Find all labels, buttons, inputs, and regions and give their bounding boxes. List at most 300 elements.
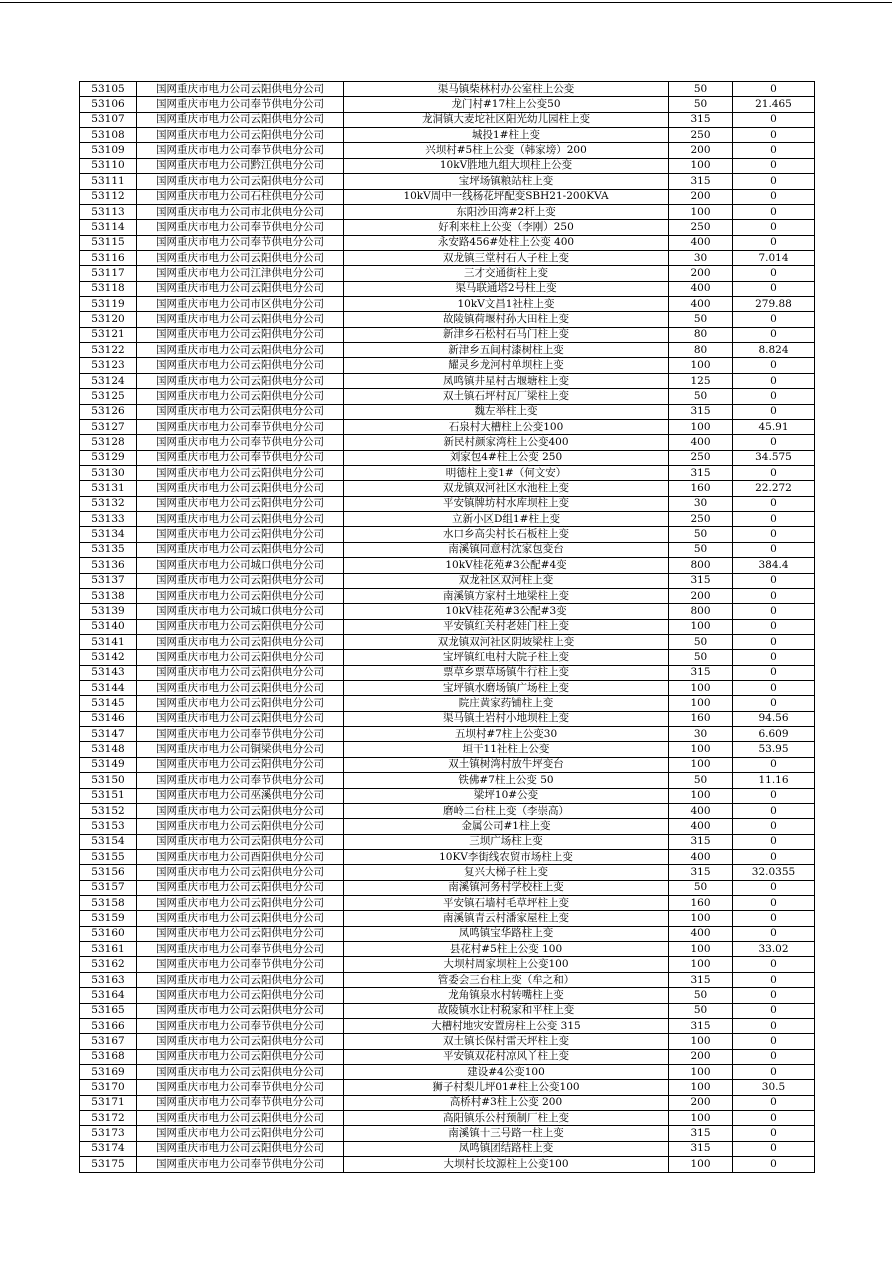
table-row [80,711,815,726]
cell-value: 0 [733,358,815,373]
cell-company: 国网重庆市电力公司铜梁供电分公司 [137,742,344,757]
cell-company: 国网重庆市电力公司云阳供电分公司 [137,82,344,97]
cell-value: 0 [733,128,815,143]
cell-company: 国网重庆市电力公司云阳供电分公司 [137,512,344,527]
cell-capacity: 400 [669,849,733,864]
table-row [80,450,815,465]
table-row [80,988,815,1003]
cell-id: 53144 [80,681,137,696]
cell-value: 0 [733,696,815,711]
cell-id: 53153 [80,819,137,834]
table-row [80,896,815,911]
cell-value: 0 [733,235,815,250]
cell-transformer-name: 故陵镇荷堰村孙大田柱上变 [344,312,669,327]
cell-transformer-name: 渠马镇土岩村小地坝柱上变 [344,711,669,726]
table-row [80,803,815,818]
table-row [80,588,815,603]
table-row [80,942,815,957]
table-row [80,604,815,619]
cell-capacity: 100 [669,1111,733,1126]
cell-transformer-name: 龙角镇泉水村转嘴柱上变 [344,988,669,1003]
cell-company: 国网重庆市电力公司云阳供电分公司 [137,865,344,880]
table-row [80,788,815,803]
cell-company: 国网重庆市电力公司云阳供电分公司 [137,588,344,603]
cell-company: 国网重庆市电力公司奉节供电分公司 [137,1080,344,1095]
cell-transformer-name: 双土镇长保村雷天坪柱上变 [344,1034,669,1049]
cell-capacity: 50 [669,527,733,542]
cell-value: 0 [733,1095,815,1110]
cell-value: 0 [733,1018,815,1033]
cell-id: 53125 [80,389,137,404]
cell-company: 国网重庆市电力公司云阳供电分公司 [137,926,344,941]
cell-company: 国网重庆市电力公司奉节供电分公司 [137,143,344,158]
cell-value: 0 [733,573,815,588]
cell-capacity: 400 [669,281,733,296]
cell-company: 国网重庆市电力公司云阳供电分公司 [137,880,344,895]
cell-value: 33.02 [733,942,815,957]
cell-id: 53129 [80,450,137,465]
cell-value: 0 [733,143,815,158]
cell-company: 国网重庆市电力公司云阳供电分公司 [137,373,344,388]
cell-capacity: 100 [669,1065,733,1080]
cell-value: 0 [733,604,815,619]
cell-value: 7.014 [733,250,815,265]
cell-id: 53108 [80,128,137,143]
cell-company: 国网重庆市电力公司奉节供电分公司 [137,727,344,742]
cell-company: 国网重庆市电力公司云阳供电分公司 [137,834,344,849]
table-row [80,865,815,880]
cell-company: 国网重庆市电力公司云阳供电分公司 [137,465,344,480]
cell-transformer-name: 双龙镇双河社区阴坡梁柱上变 [344,634,669,649]
cell-id: 53127 [80,419,137,434]
cell-id: 53123 [80,358,137,373]
cell-value: 8.824 [733,343,815,358]
cell-transformer-name: 县花村#5柱上公变 100 [344,942,669,957]
cell-capacity: 100 [669,788,733,803]
cell-company: 国网重庆市电力公司奉节供电分公司 [137,1157,344,1172]
cell-transformer-name: 建设#4公变100 [344,1065,669,1080]
cell-transformer-name: 南溪镇方家村土地梁柱上变 [344,588,669,603]
cell-transformer-name: 双龙镇三堂村石人子柱上变 [344,250,669,265]
cell-transformer-name: 凤鸣镇井星村古堰塘柱上变 [344,373,669,388]
cell-id: 53132 [80,496,137,511]
cell-value: 94.56 [733,711,815,726]
cell-transformer-name: 10kV文昌1社柱上变 [344,297,669,312]
cell-company: 国网重庆市电力公司云阳供电分公司 [137,1065,344,1080]
cell-capacity: 400 [669,435,733,450]
cell-value: 0 [733,757,815,772]
table-row [80,650,815,665]
cell-id: 53148 [80,742,137,757]
cell-transformer-name: 故陵镇水让村税家和平柱上变 [344,1003,669,1018]
cell-company: 国网重庆市电力公司云阳供电分公司 [137,389,344,404]
cell-transformer-name: 三才交通街柱上变 [344,266,669,281]
table-row [80,204,815,219]
cell-capacity: 50 [669,82,733,97]
cell-capacity: 100 [669,419,733,434]
cell-id: 53133 [80,512,137,527]
cell-id: 53166 [80,1018,137,1033]
cell-company: 国网重庆市电力公司云阳供电分公司 [137,619,344,634]
cell-transformer-name: 永安路456#处柱上公变 400 [344,235,669,250]
cell-company: 国网重庆市电力公司奉节供电分公司 [137,942,344,957]
cell-capacity: 315 [669,112,733,127]
table-row [80,558,815,573]
cell-capacity: 100 [669,911,733,926]
cell-id: 53173 [80,1126,137,1141]
cell-value: 0 [733,174,815,189]
cell-value: 0 [733,788,815,803]
cell-value: 0 [733,373,815,388]
table-row [80,281,815,296]
cell-value: 0 [733,834,815,849]
cell-capacity: 50 [669,880,733,895]
cell-capacity: 200 [669,189,733,204]
cell-capacity: 200 [669,1095,733,1110]
cell-value: 0 [733,1049,815,1064]
cell-capacity: 50 [669,634,733,649]
table-row [80,911,815,926]
table-row [80,235,815,250]
cell-company: 国网重庆市电力公司奉节供电分公司 [137,97,344,112]
cell-id: 53134 [80,527,137,542]
cell-id: 53107 [80,112,137,127]
cell-id: 53140 [80,619,137,634]
cell-capacity: 160 [669,896,733,911]
cell-value: 0 [733,1065,815,1080]
cell-transformer-name: 龙洞镇大麦坨社区阳光幼儿园柱上变 [344,112,669,127]
cell-company: 国网重庆市电力公司云阳供电分公司 [137,1049,344,1064]
cell-value: 0 [733,665,815,680]
cell-transformer-name: 南溪镇十三号路一柱上变 [344,1126,669,1141]
cell-transformer-name: 魏左举柱上变 [344,404,669,419]
cell-transformer-name: 南溪镇同意村沈家包变台 [344,542,669,557]
cell-capacity: 30 [669,250,733,265]
cell-id: 53171 [80,1095,137,1110]
cell-value: 0 [733,650,815,665]
cell-capacity: 100 [669,696,733,711]
cell-company: 国网重庆市电力公司城口供电分公司 [137,604,344,619]
cell-company: 国网重庆市电力公司云阳供电分公司 [137,665,344,680]
cell-value: 0 [733,988,815,1003]
cell-company: 国网重庆市电力公司市区供电分公司 [137,297,344,312]
cell-value: 45.91 [733,419,815,434]
cell-transformer-name: 龙门村#17柱上公变50 [344,97,669,112]
cell-value: 0 [733,619,815,634]
cell-value: 21.465 [733,97,815,112]
cell-transformer-name: 凤鸣镇宝华路柱上变 [344,926,669,941]
cell-id: 53141 [80,634,137,649]
cell-company: 国网重庆市电力公司云阳供电分公司 [137,1111,344,1126]
cell-value: 0 [733,220,815,235]
cell-capacity: 50 [669,312,733,327]
cell-id: 53135 [80,542,137,557]
cell-transformer-name: 平安镇双花村凉风丫柱上变 [344,1049,669,1064]
cell-id: 53164 [80,988,137,1003]
cell-capacity: 315 [669,465,733,480]
cell-id: 53114 [80,220,137,235]
cell-transformer-name: 新津乡石松村石马门柱上变 [344,327,669,342]
cell-capacity: 100 [669,1080,733,1095]
cell-company: 国网重庆市电力公司云阳供电分公司 [137,1141,344,1156]
cell-id: 53152 [80,803,137,818]
cell-transformer-name: 双土镇树湾村放牛坪变台 [344,757,669,772]
cell-capacity: 50 [669,389,733,404]
table-row [80,512,815,527]
table-row [80,696,815,711]
cell-id: 53111 [80,174,137,189]
table-row [80,465,815,480]
table-row [80,312,815,327]
table-row [80,189,815,204]
cell-transformer-name: 高阳镇乐公村预制厂柱上变 [344,1111,669,1126]
cell-capacity: 160 [669,481,733,496]
table-row [80,358,815,373]
cell-transformer-name: 垣干11社柱上公变 [344,742,669,757]
cell-company: 国网重庆市电力公司云阳供电分公司 [137,250,344,265]
cell-id: 53158 [80,896,137,911]
cell-value: 0 [733,158,815,173]
cell-capacity: 315 [669,174,733,189]
cell-capacity: 200 [669,266,733,281]
cell-company: 国网重庆市电力公司云阳供电分公司 [137,819,344,834]
cell-capacity: 315 [669,1141,733,1156]
cell-value: 0 [733,527,815,542]
cell-value: 0 [733,1111,815,1126]
cell-company: 国网重庆市电力公司奉节供电分公司 [137,235,344,250]
cell-value: 0 [733,634,815,649]
cell-transformer-name: 城投1#柱上变 [344,128,669,143]
cell-company: 国网重庆市电力公司云阳供电分公司 [137,988,344,1003]
cell-id: 53113 [80,204,137,219]
cell-capacity: 50 [669,773,733,788]
cell-value: 0 [733,957,815,972]
cell-id: 53157 [80,880,137,895]
cell-company: 国网重庆市电力公司云阳供电分公司 [137,542,344,557]
cell-transformer-name: 10KV李街线农贸市场柱上变 [344,849,669,864]
cell-transformer-name: 宝坪镇红电村大院子柱上变 [344,650,669,665]
table-row [80,957,815,972]
cell-company: 国网重庆市电力公司云阳供电分公司 [137,327,344,342]
cell-capacity: 400 [669,297,733,312]
cell-company: 国网重庆市电力公司奉节供电分公司 [137,419,344,434]
cell-id: 53126 [80,404,137,419]
cell-value: 0 [733,819,815,834]
cell-capacity: 100 [669,681,733,696]
cell-transformer-name: 管委会三台柱上变（牟之和） [344,972,669,987]
cell-capacity: 80 [669,343,733,358]
cell-capacity: 400 [669,819,733,834]
cell-value: 34.575 [733,450,815,465]
cell-company: 国网重庆市电力公司奉节供电分公司 [137,220,344,235]
cell-capacity: 250 [669,128,733,143]
cell-transformer-name: 新民村颜家湾柱上公变400 [344,435,669,450]
cell-capacity: 100 [669,957,733,972]
cell-id: 53170 [80,1080,137,1095]
cell-transformer-name: 三坝广场柱上变 [344,834,669,849]
cell-id: 53150 [80,773,137,788]
cell-transformer-name: 磨岭二台柱上变（李崇高） [344,803,669,818]
table-row [80,1003,815,1018]
cell-transformer-name: 凤鸣镇团结路柱上变 [344,1141,669,1156]
cell-id: 53115 [80,235,137,250]
cell-id: 53162 [80,957,137,972]
cell-id: 53105 [80,82,137,97]
transformer-table [79,81,815,1173]
table-row [80,1157,815,1172]
table-row [80,972,815,987]
cell-capacity: 50 [669,650,733,665]
cell-capacity: 315 [669,1018,733,1033]
table-row [80,527,815,542]
cell-capacity: 315 [669,573,733,588]
cell-transformer-name: 南溪镇河务村学校柱上变 [344,880,669,895]
cell-capacity: 315 [669,1126,733,1141]
table-row [80,343,815,358]
cell-value: 0 [733,588,815,603]
cell-transformer-name: 好利来柱上公变（李刚）250 [344,220,669,235]
table-row [80,742,815,757]
cell-capacity: 800 [669,558,733,573]
cell-capacity: 315 [669,665,733,680]
cell-value: 384.4 [733,558,815,573]
cell-capacity: 400 [669,235,733,250]
cell-transformer-name: 10kV桂花苑#3公配#4变 [344,558,669,573]
cell-capacity: 100 [669,742,733,757]
cell-value: 0 [733,1157,815,1172]
cell-value: 0 [733,112,815,127]
cell-id: 53149 [80,757,137,772]
cell-value: 0 [733,435,815,450]
cell-id: 53117 [80,266,137,281]
cell-id: 53119 [80,297,137,312]
cell-id: 53151 [80,788,137,803]
table-row [80,819,815,834]
cell-transformer-name: 立新小区D组1#柱上变 [344,512,669,527]
cell-id: 53116 [80,250,137,265]
cell-transformer-name: 复兴大梯子柱上变 [344,865,669,880]
cell-value: 32.0355 [733,865,815,880]
cell-value: 0 [733,327,815,342]
cell-company: 国网重庆市电力公司市北供电分公司 [137,204,344,219]
cell-company: 国网重庆市电力公司云阳供电分公司 [137,404,344,419]
table-row [80,1095,815,1110]
table-row [80,82,815,97]
cell-company: 国网重庆市电力公司云阳供电分公司 [137,650,344,665]
cell-value: 0 [733,465,815,480]
cell-capacity: 800 [669,604,733,619]
table-row [80,1065,815,1080]
cell-transformer-name: 双土镇石坪村瓦厂梁柱上变 [344,389,669,404]
cell-transformer-name: 双龙镇双河社区水池柱上变 [344,481,669,496]
cell-value: 0 [733,189,815,204]
cell-id: 53109 [80,143,137,158]
cell-company: 国网重庆市电力公司云阳供电分公司 [137,1003,344,1018]
cell-transformer-name: 院庄黄家药铺柱上变 [344,696,669,711]
table-row [80,542,815,557]
cell-id: 53172 [80,1111,137,1126]
cell-capacity: 50 [669,988,733,1003]
cell-transformer-name: 平安镇红关村老娃门柱上变 [344,619,669,634]
cell-transformer-name: 兴坝村#5柱上公变（韩家塝）200 [344,143,669,158]
cell-capacity: 250 [669,450,733,465]
cell-id: 53147 [80,727,137,742]
table-row [80,1080,815,1095]
top-border-line [0,2,892,3]
cell-company: 国网重庆市电力公司云阳供电分公司 [137,358,344,373]
cell-value: 6.609 [733,727,815,742]
cell-id: 53110 [80,158,137,173]
cell-value: 0 [733,926,815,941]
table-row [80,834,815,849]
cell-capacity: 315 [669,834,733,849]
cell-capacity: 315 [669,865,733,880]
cell-id: 53174 [80,1141,137,1156]
cell-transformer-name: 10kV周中一线杨花坪配变SBH21-200KVA [344,189,669,204]
cell-value: 53.95 [733,742,815,757]
table-row [80,112,815,127]
cell-value: 30.5 [733,1080,815,1095]
cell-id: 53154 [80,834,137,849]
cell-capacity: 100 [669,1034,733,1049]
cell-transformer-name: 渠马联通塔2号柱上变 [344,281,669,296]
cell-id: 53138 [80,588,137,603]
cell-id: 53161 [80,942,137,957]
cell-value: 0 [733,1034,815,1049]
cell-value: 22.272 [733,481,815,496]
table-row [80,1126,815,1141]
cell-company: 国网重庆市电力公司奉节供电分公司 [137,957,344,972]
cell-capacity: 200 [669,1049,733,1064]
cell-capacity: 100 [669,619,733,634]
cell-value: 11.16 [733,773,815,788]
cell-transformer-name: 东阳沙田湾#2杆上变 [344,204,669,219]
table-row [80,880,815,895]
cell-value: 0 [733,281,815,296]
table-row [80,250,815,265]
cell-id: 53120 [80,312,137,327]
cell-value: 0 [733,681,815,696]
cell-capacity: 100 [669,942,733,957]
cell-company: 国网重庆市电力公司云阳供电分公司 [137,803,344,818]
table-row [80,757,815,772]
cell-value: 0 [733,1126,815,1141]
cell-value: 279.88 [733,297,815,312]
cell-value: 0 [733,389,815,404]
cell-id: 53139 [80,604,137,619]
cell-value: 0 [733,880,815,895]
table-row [80,573,815,588]
cell-transformer-name: 明德柱上变1#（何文安） [344,465,669,480]
cell-transformer-name: 新津乡五间村漆树柱上变 [344,343,669,358]
cell-company: 国网重庆市电力公司云阳供电分公司 [137,128,344,143]
cell-company: 国网重庆市电力公司云阳供电分公司 [137,757,344,772]
cell-company: 国网重庆市电力公司城口供电分公司 [137,558,344,573]
cell-id: 53121 [80,327,137,342]
cell-transformer-name: 10kV桂花苑#3公配#3变 [344,604,669,619]
cell-capacity: 100 [669,1157,733,1172]
cell-value: 0 [733,404,815,419]
cell-capacity: 30 [669,727,733,742]
cell-value: 0 [733,542,815,557]
cell-id: 53167 [80,1034,137,1049]
cell-id: 53106 [80,97,137,112]
cell-id: 53165 [80,1003,137,1018]
cell-id: 53160 [80,926,137,941]
cell-transformer-name: 铁佛#7柱上公变 50 [344,773,669,788]
cell-company: 国网重庆市电力公司酉阳供电分公司 [137,849,344,864]
cell-id: 53131 [80,481,137,496]
